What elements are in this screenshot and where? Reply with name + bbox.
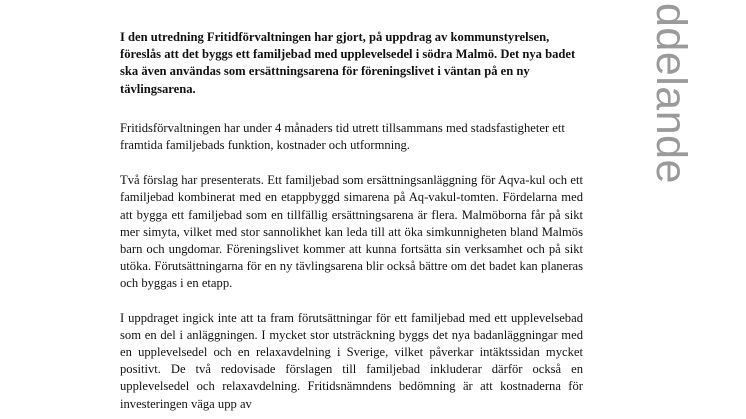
lead-paragraph: I den utredning Fritidförvaltningen har gjort, på uppdrag av kommunstyrelsen, föreslås att det byggs ett familjebad med upplevelsedel i södra Malmö. Det nya badet ska även användas som ersättningsarena för föreningslivet i väntan på en ny tävlingsarena. (120, 30, 576, 96)
document-body (120, 29, 583, 413)
body-paragraph-2: Två förslag har presenterats. Ett familjebad som ersättningsanläggning för Aqva-kul och ett familjebad kombinerat med en etappbyggd simarena på Aq-vakul-tomten. Fördelarna med att bygga ett familjebad som en tillfällig ersättningsarena är flera. Malmöborna får på sikt mer simyta, vilket med stor sannolikhet kan leda till att öka simkunnigheten bland Malmös barn och ungdomar. Föreningslivet kommer att kunna fortsätta sin verksamhet och på sikt utöka. Förutsättningarna för en ny tävlingsarena blir också bättre om det badet kan planeras och byggas i en etapp. (120, 173, 583, 291)
body-paragraph-1: Fritidsförvaltningen har under 4 månaders tid utrett tillsammans med stadsfastigheter ett framtida familjebads funktion, kostnader och utformning. (120, 120, 565, 153)
vertical-heading: ddelande (647, 3, 695, 184)
body-paragraph-3: I uppdraget ingick inte att ta fram förutsättningar för ett familjebad med ett upplevelsebad som en del i anläggningen. I mycket stor utsträckning byggs det nya badanläggningar med en upplevelsedel och en relaxavdelning i Sverige, vilket påverkar intäktssidan mycket positivt. De två redovisade förslagen till familjebad inkluderar därför också en upplevelsedel och relaxavdelning. Fritidsnämndens bedömning är att kostnaderna för investeringen väga upp av (120, 310, 583, 411)
